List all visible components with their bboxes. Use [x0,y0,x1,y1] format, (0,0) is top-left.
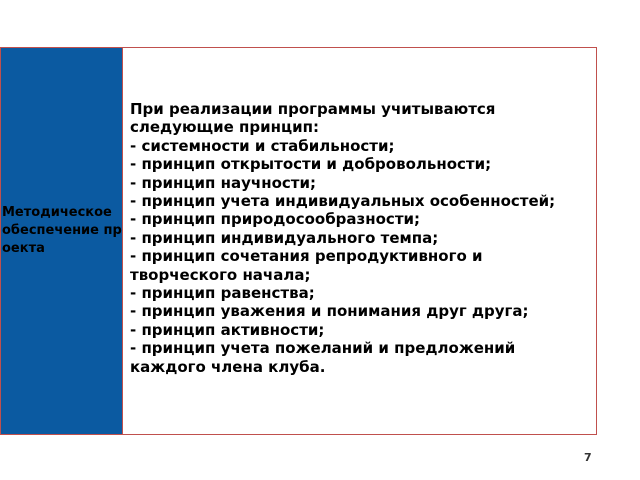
principle-item: - принцип открытости и добровольности; [130,155,492,174]
principle-item: - принцип учета пожеланий и предложений каждого члена клуба. [130,339,516,376]
section-label: Методическое обеспечение проекта [2,205,122,256]
principle-item: - принцип активности; [130,320,325,339]
principles-list [130,100,592,376]
page-number: 7 [584,451,592,464]
principle-item: - принцип научности; [130,173,316,192]
principles-intro: При реализации программы учитываются следующие принцип: [130,100,496,137]
principle-item: - принцип уважения и понимания друг друга; [130,302,529,321]
principle-item: - принцип равенства; [130,284,315,303]
principle-item: - системности и стабильности; [130,136,395,155]
right-cell [123,48,596,434]
principle-item: - принцип природосообразности; [130,210,421,229]
principle-item: - принцип индивидуального темпа; [130,228,439,247]
principle-item: - принцип сочетания репродуктивного и творческого начала; [130,247,483,284]
content-table [0,47,597,435]
left-cell [1,48,123,434]
principle-item: - принцип учета индивидуальных особенностей; [130,192,556,211]
